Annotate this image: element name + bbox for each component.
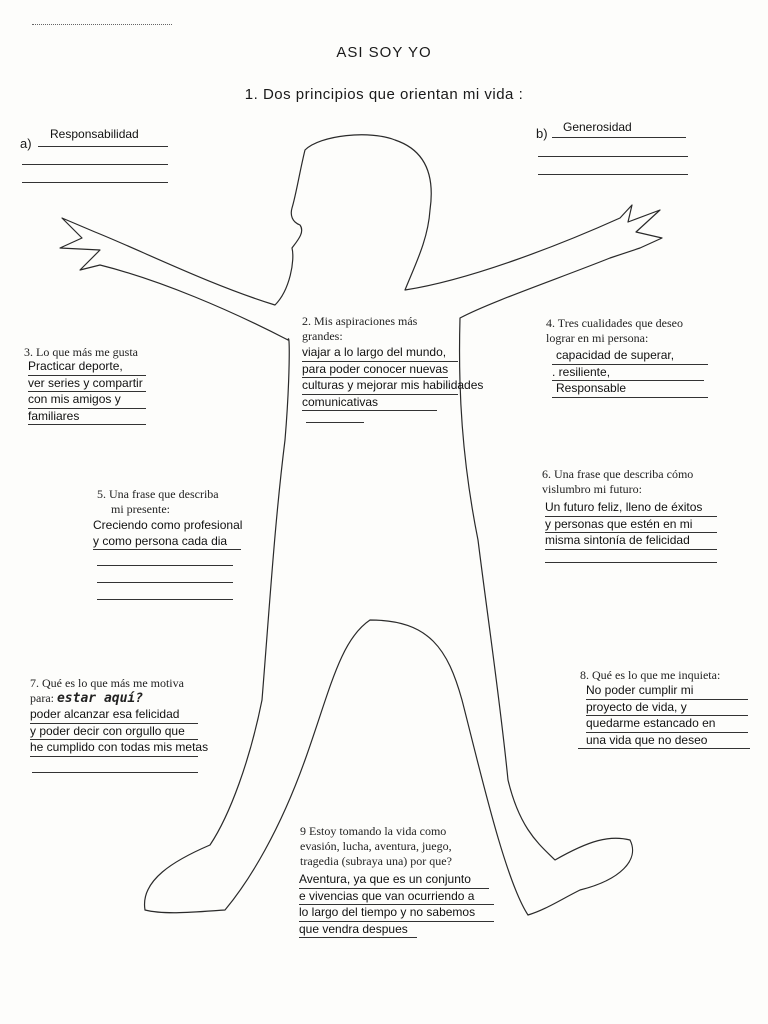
q1-a-line-3 — [22, 182, 168, 183]
q9-answer-line: que vendra despues — [299, 922, 417, 939]
q9-answers — [299, 872, 494, 938]
q5-answers — [93, 518, 255, 550]
q8-answers — [586, 683, 748, 749]
q3-answer-line: Practicar deporte, — [28, 359, 146, 376]
q4-answer-line: capacidad de superar, — [552, 348, 708, 365]
q2-answer-line: culturas y mejorar mis habilidades — [302, 378, 458, 395]
q6-label — [542, 467, 693, 497]
q9-answer-line: Aventura, ya que es un conjunto — [299, 872, 489, 889]
q4-label-line1: 4. Tres cualidades que deseo — [546, 316, 683, 330]
q8-answer-line: proyecto de vida, y — [586, 700, 748, 717]
q7-answer-line: y poder decir con orgullo que — [30, 724, 198, 741]
q7-answer-line: poder alcanzar esa felicidad — [30, 707, 198, 724]
q7-label-line1: 7. Qué es lo que más me motiva — [30, 676, 184, 690]
q7-answer-line: he cumplido con todas mis metas — [30, 740, 198, 757]
q3-answers — [28, 359, 146, 425]
q6-label-line1: 6. Una frase que describa cómo — [542, 467, 694, 481]
q9-answer-line: lo largo del tiempo y no sabemos — [299, 905, 494, 922]
q1-a-line-1 — [38, 146, 168, 147]
q6-blank-line — [545, 562, 717, 563]
q4-answer-line: . resiliente, — [552, 365, 704, 382]
q9-label — [300, 824, 452, 869]
q8-label: 8. Qué es lo que me inquieta: — [580, 668, 721, 682]
q6-answer-line: misma sintonía de felicidad — [545, 533, 717, 550]
q7-handwritten-text: estar aquí? — [56, 691, 144, 706]
q7-label-prefix: para: — [30, 691, 54, 705]
q3-answer-line: familiares — [28, 409, 146, 426]
q1-b-answer: Generosidad — [563, 120, 632, 134]
q5-label-line1: 5. Una frase que describa — [97, 487, 219, 501]
q3-answer-line: con mis amigos y — [28, 392, 146, 409]
q9-label-line1: 9 Estoy tomando la vida como — [300, 824, 447, 838]
q7-label — [30, 676, 184, 706]
q2-label — [302, 314, 417, 344]
q3-answer-line: ver series y compartir — [28, 376, 146, 393]
q5-label-line2: mi presente: — [111, 502, 170, 516]
question-1-label: 1. Dos principios que orientan mi vida : — [244, 86, 524, 103]
q4-answer-line: Responsable — [552, 381, 708, 398]
q4-label-line2: lograr en mi persona: — [546, 331, 649, 345]
q6-answers — [545, 500, 717, 550]
q1-a-line-2 — [22, 164, 168, 165]
q6-answer-line: Un futuro feliz, lleno de éxitos — [545, 500, 717, 517]
page-title: ASI SOY YO — [336, 44, 432, 61]
q4-label — [546, 316, 683, 346]
q4-answers — [552, 348, 708, 398]
q7-answers — [30, 707, 209, 757]
q2-blank-line — [306, 422, 364, 423]
q1-b-line-2 — [538, 156, 688, 157]
q9-label-line3: tragedia (subraya una) por que? — [300, 854, 452, 868]
q2-answer-line: comunicativas — [302, 395, 437, 412]
q1-a-answer: Responsabilidad — [50, 127, 139, 141]
q9-answer-line: e vivencias que van ocurriendo a — [299, 889, 494, 906]
q7-blank-line — [32, 772, 198, 773]
q1-a-marker: a) — [20, 136, 32, 151]
q2-answer-line: viajar a lo largo del mundo, — [302, 345, 458, 362]
q5-answer-line: y como persona cada dia — [93, 534, 241, 551]
header-rule — [32, 24, 172, 25]
q9-label-line2: evasión, lucha, aventura, juego, — [300, 839, 452, 853]
q6-label-line2: vislumbro mi futuro: — [542, 482, 642, 496]
q2-label-line2: grandes: — [302, 329, 343, 343]
q5-answer-line: Creciendo como profesional — [93, 518, 243, 532]
q5-blank-line — [97, 582, 233, 583]
q1-b-line-3 — [538, 174, 688, 175]
q5-blank-line — [97, 565, 233, 566]
q5-blank-line — [97, 599, 233, 600]
q8-answer-line: No poder cumplir mi — [586, 683, 748, 700]
q8-blank-line — [578, 748, 750, 749]
q2-answers — [302, 345, 484, 411]
q1-b-marker: b) — [536, 126, 548, 141]
q5-label — [97, 487, 219, 517]
q1-b-line-1 — [552, 137, 686, 138]
q8-answer-line: quedarme estancado en — [586, 716, 748, 733]
q2-label-line1: 2. Mis aspiraciones más — [302, 314, 418, 328]
q3-label: 3. Lo que más me gusta — [24, 345, 138, 359]
q8-answer-line: una vida que no deseo — [586, 733, 748, 750]
q2-answer-line: para poder conocer nuevas — [302, 362, 448, 379]
q6-answer-line: y personas que estén en mi — [545, 517, 717, 534]
